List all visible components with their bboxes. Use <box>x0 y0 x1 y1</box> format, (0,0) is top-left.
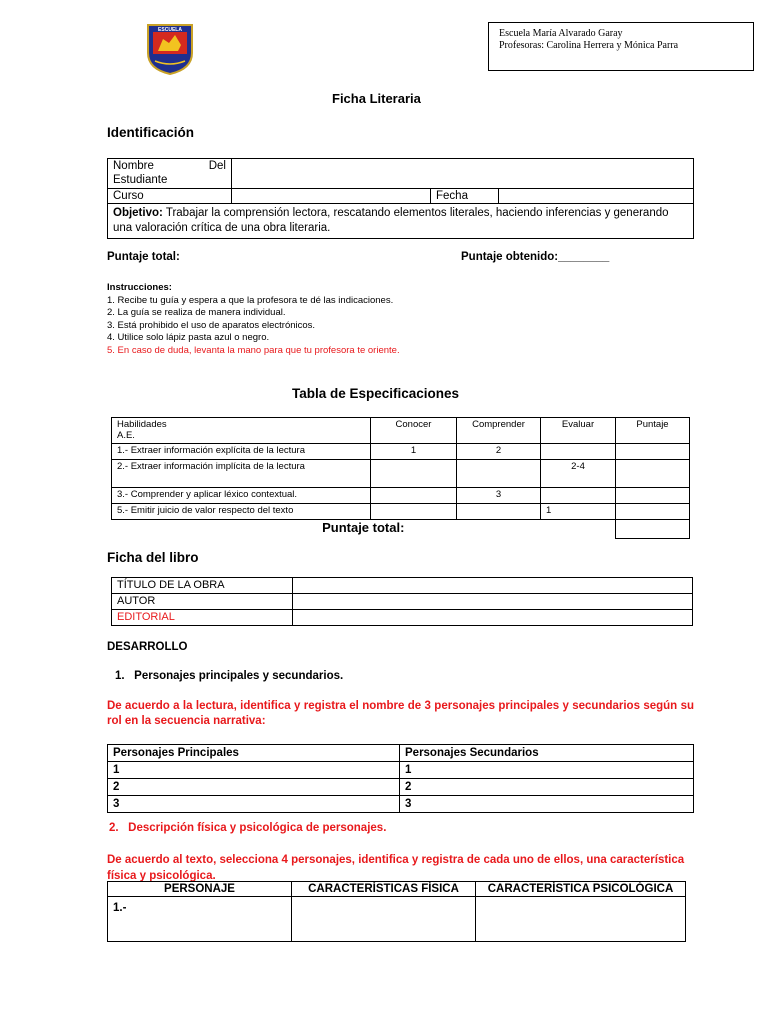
titulo-input[interactable] <box>293 578 693 594</box>
puntaje-header: Puntaje <box>616 418 690 444</box>
autor-input[interactable] <box>293 594 693 610</box>
instruccion-item: 2. La guía se realiza de manera individual. <box>107 307 286 318</box>
identificacion-heading: Identificación <box>107 125 195 140</box>
identification-table <box>107 158 694 239</box>
school-name: Escuela María Alvarado Garay <box>499 28 623 39</box>
curso-label: Curso <box>108 189 232 204</box>
table-row: 3 3 <box>108 796 694 813</box>
curso-input-cell[interactable] <box>232 189 431 204</box>
puntaje-obtenido-label: Puntaje obtenido:________ <box>461 251 610 263</box>
personaje-header: PERSONAJE <box>108 882 292 897</box>
principales-header: Personajes Principales <box>108 745 400 762</box>
instruccion-item: 1. Recibe tu guía y espera a que la profesora te dé las indicaciones. <box>107 294 394 306</box>
secundarios-header: Personajes Secundarios <box>400 745 694 762</box>
school-info-box <box>488 22 754 71</box>
question-1-title: 1. Personajes principales y secundarios. <box>115 670 344 682</box>
fecha-input-cell[interactable] <box>499 189 694 204</box>
page-title: Ficha Literaria <box>332 91 421 106</box>
instruccion-item: 4. Utilice solo lápiz pasta azul o negro. <box>107 332 270 343</box>
nombre-label-cell: Nombre Del Estudiante <box>108 159 232 189</box>
specifications-table <box>111 417 690 539</box>
table-row: 3.- Comprender y aplicar léxico contextual. 3 <box>112 488 690 504</box>
nombre-input-cell[interactable] <box>232 159 694 189</box>
table-row: 5.- Emitir juicio de valor respecto del texto 1 <box>112 504 690 520</box>
titulo-label: TÍTULO DE LA OBRA <box>112 578 293 594</box>
conocer-header: Conocer <box>371 418 457 444</box>
table-row: 1 1 <box>108 762 694 779</box>
instruccion-item-red: 5. En caso de duda, levanta la mano para que tu profesora te oriente. <box>107 344 400 356</box>
school-crest-logo <box>145 23 195 75</box>
table-row: 2.- Extraer información implícita de la lectura 2-4 <box>112 460 690 488</box>
instrucciones-block <box>107 282 667 357</box>
characteristics-table <box>107 881 686 942</box>
objetivo-text: Trabajar la comprensión lectora, rescatando elementos literales, haciendo inferencias y generando una valoración crítica de una obra literaria. <box>113 207 669 234</box>
habilidades-header: Habilidades A.E. <box>112 418 371 444</box>
teachers-names: Profesoras: Carolina Herrera y Mónica Parra <box>499 40 679 51</box>
table-row: 1.- <box>108 897 686 942</box>
puntaje-total-label: Puntaje total: <box>107 251 180 263</box>
spec-total-label: Puntaje total: <box>112 520 616 539</box>
fisica-header: CARACTERÍSTICAS FÍSICA <box>292 882 476 897</box>
characters-table <box>107 744 694 813</box>
question-2-title: 2. Descripción física y psicológica de personajes. <box>109 822 387 834</box>
comprender-header: Comprender <box>457 418 541 444</box>
autor-label: AUTOR <box>112 594 293 610</box>
spec-total-input[interactable] <box>616 520 690 539</box>
instruccion-item: 3. Está prohibido el uso de aparatos electrónicos. <box>107 319 316 331</box>
especificaciones-heading: Tabla de Especificaciones <box>292 386 460 401</box>
ficha-libro-heading: Ficha del libro <box>107 550 199 565</box>
objetivo-cell <box>108 204 694 239</box>
editorial-input[interactable] <box>293 610 693 626</box>
question-1-instruction: De acuerdo a la lectura, identifica y registra el nombre de 3 personajes principales y secundarios según su rol en la secuencia narrativa: <box>107 700 694 727</box>
svg-text:ESCUELA: ESCUELA <box>158 27 182 33</box>
desarrollo-heading: DESARROLLO <box>107 641 188 653</box>
evaluar-header: Evaluar <box>541 418 616 444</box>
table-row: 2 2 <box>108 779 694 796</box>
book-info-table <box>111 577 693 626</box>
instrucciones-heading: Instrucciones: <box>107 282 172 293</box>
question-2-instruction: De acuerdo al texto, selecciona 4 personajes, identifica y registra de cada uno de ellos, una característica física y psicológica. <box>107 854 685 882</box>
objetivo-label: Objetivo: <box>113 207 163 219</box>
editorial-label: EDITORIAL <box>112 610 293 626</box>
table-row: 1.- Extraer información explícita de la lectura 1 2 <box>112 444 690 460</box>
fecha-label: Fecha <box>431 189 499 204</box>
psicologica-header: CARACTERÍSTICA PSICOLÓGICA <box>476 882 686 897</box>
